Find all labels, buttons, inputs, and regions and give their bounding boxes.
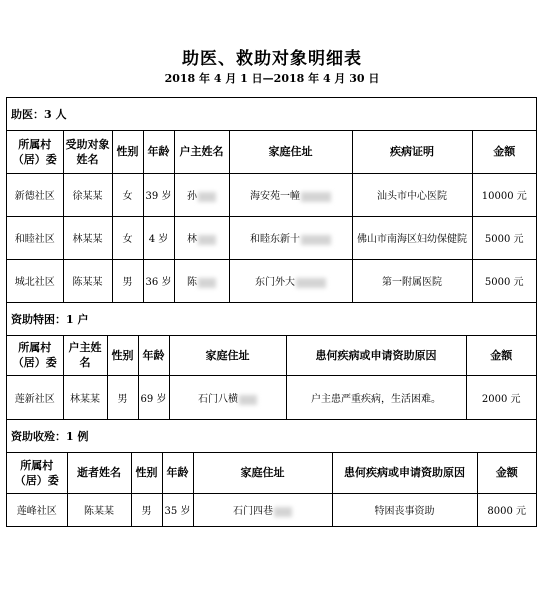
cell-gender: 男 (112, 259, 143, 302)
cell-householder: 林 (174, 216, 229, 259)
cell-reason: 户主患严重疾病，生活困难。 (286, 376, 466, 420)
table-row (7, 259, 536, 302)
cell-amount: 10000 元 (472, 173, 536, 216)
redaction-blur (239, 395, 257, 405)
funeral-table (7, 453, 536, 526)
redaction-blur (198, 235, 216, 245)
date-range: 2018 年 4 月 1 日—2018 年 4 月 30 日 (164, 72, 380, 85)
cell-householder: 林某某 (63, 376, 107, 420)
table-header-row (7, 453, 536, 493)
cell-amount: 2000 元 (466, 376, 536, 420)
header-cell: 家庭住址 (169, 336, 286, 376)
header-cell: 家庭住址 (229, 131, 352, 173)
redaction-blur (198, 192, 216, 202)
header-cell: 金额 (466, 336, 536, 376)
table-row (7, 173, 536, 216)
header-cell: 年龄 (138, 336, 169, 376)
redaction-blur (301, 192, 331, 202)
cell-age: 39 岁 (143, 173, 174, 216)
cell-address: 石门八横 (169, 376, 286, 420)
header-cell: 家庭住址 (193, 453, 332, 493)
header-cell: 年龄 (143, 131, 174, 173)
cell-amount: 5000 元 (472, 259, 536, 302)
table-row (7, 493, 536, 526)
header-cell: 患何疾病或申请资助原因 (286, 336, 466, 376)
cell-age: 4 岁 (143, 216, 174, 259)
cell-recipient: 徐某某 (63, 173, 112, 216)
table-header-row (7, 336, 536, 376)
cell-reason: 特困丧事资助 (332, 493, 477, 526)
cell-age: 69 岁 (138, 376, 169, 420)
cell-deceased: 陈某某 (67, 493, 131, 526)
cell-address: 石门四巷 (193, 493, 332, 526)
section-heading-medical: 助医：3 人 (7, 98, 536, 131)
cell-community: 和睦社区 (7, 216, 63, 259)
detail-sheet (6, 97, 537, 527)
cell-recipient: 陈某某 (63, 259, 112, 302)
table-header-row (7, 131, 536, 173)
section-heading-funeral: 资助收殓：1 例 (7, 420, 536, 453)
header-cell: 性别 (107, 336, 138, 376)
header-cell: 性别 (131, 453, 162, 493)
header-cell: 疾病证明 (352, 131, 472, 173)
header-cell: 年龄 (162, 453, 193, 493)
page-title: 助医、救助对象明细表 (182, 49, 362, 69)
medical-table (7, 131, 536, 303)
header-cell: 所属村（居）委 (7, 453, 67, 493)
redaction-blur (274, 507, 292, 517)
header-cell: 金额 (477, 453, 536, 493)
cell-gender: 女 (112, 216, 143, 259)
header-cell: 性别 (112, 131, 143, 173)
table-row (7, 216, 536, 259)
cell-certificate: 第一附属医院 (352, 259, 472, 302)
header-cell: 逝者姓名 (67, 453, 131, 493)
header-cell: 户主姓名 (174, 131, 229, 173)
cell-age: 35 岁 (162, 493, 193, 526)
cell-certificate: 汕头市中心医院 (352, 173, 472, 216)
cell-age: 36 岁 (143, 259, 174, 302)
cell-gender: 男 (131, 493, 162, 526)
cell-community: 城北社区 (7, 259, 63, 302)
cell-householder: 陈 (174, 259, 229, 302)
cell-householder: 孙 (174, 173, 229, 216)
header-cell: 受助对象姓名 (63, 131, 112, 173)
cell-address: 东门外大 (229, 259, 352, 302)
section-heading-hardship: 资助特困：1 户 (7, 303, 536, 336)
header-cell: 患何疾病或申请资助原因 (332, 453, 477, 493)
cell-community: 莲新社区 (7, 376, 63, 420)
cell-community: 莲峰社区 (7, 493, 67, 526)
header-cell: 所属村（居）委 (7, 336, 63, 376)
cell-certificate: 佛山市南海区妇幼保健院 (352, 216, 472, 259)
cell-recipient: 林某某 (63, 216, 112, 259)
cell-gender: 女 (112, 173, 143, 216)
redaction-blur (296, 278, 326, 288)
hardship-table (7, 336, 536, 421)
redaction-blur (198, 278, 216, 288)
cell-address: 海安苑一幢 (229, 173, 352, 216)
cell-amount: 8000 元 (477, 493, 536, 526)
table-row (7, 376, 536, 420)
header-cell: 金额 (472, 131, 536, 173)
cell-amount: 5000 元 (472, 216, 536, 259)
cell-community: 新德社区 (7, 173, 63, 216)
cell-gender: 男 (107, 376, 138, 420)
header-cell: 所属村（居）委 (7, 131, 63, 173)
cell-address: 和睦东新十 (229, 216, 352, 259)
header-cell: 户主姓名 (63, 336, 107, 376)
redaction-blur (301, 235, 331, 245)
